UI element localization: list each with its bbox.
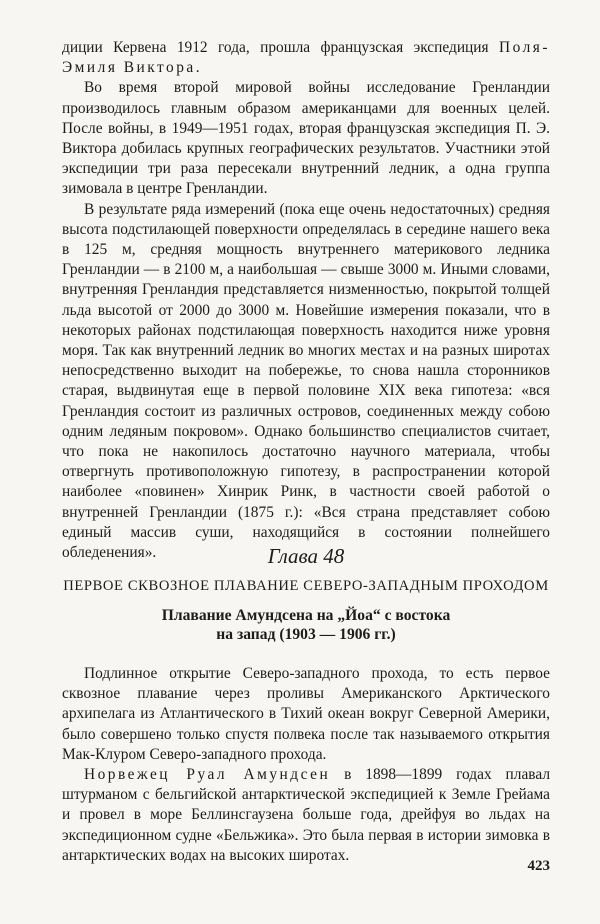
- paragraph-northwest-passage: Подлинное открытие Северо-западного прохода, то есть первое сквозное плавание через проливы Американского Арктического архипелага из Атлантического в Тихий океан вокруг Северной Америки, было совершено только спустя полвека после так называемого открытия Мак-Клуром Северо-западного прохода.: [62, 665, 550, 763]
- chapter-heading: [62, 543, 550, 644]
- spaced-name-victor: Поля-Эмиля Виктора: [62, 39, 550, 77]
- chapter-label: Глава 48: [267, 544, 345, 568]
- paragraph-measurements: В результате ряда измерений (пока еще очень недостаточных) средняя высота подстилающей поверхности определялась в середине нашего века в 125 м, средняя мощность внутреннего материкового ледника Гренландии — в 2100 м, а наибольшая — свыше 3000 м. Иными словами, внутренняя Гренландия представляется низменностью, покрытой толщей льда высотой от 2000 до 3000 м. Новейшие измерения показали, что в некоторых районах подстилающая поверхность находится ниже уровня моря. Так как внутренний ледник во многих местах и на разных широтах непосредственно выходит на побережье, то снова нашла сторонников старая, выдвинутая еще в первой половине XIX века гипотеза: «вся Гренландия состоит из различных островов, соединенных между собою одним ледяным покровом». Однако большинство специалистов считает, что пока не накопилось достаточно научного материала, чтобы отвергнуть противоположную гипотезу, в распространении которой наиболее «повинен» Хинрик Ринк, в частности своей работой о внутренней Гренландии (1875 г.): «Вся страна представляет собою единый массив суши, находящийся в состоянии полнейшего обледенения».: [62, 200, 550, 562]
- paragraph-amundsen-text: в 1898—1899 годах плавал штурманом с бельгийской антарктической экспедицией к Земле Грейама и провел в море Беллинсгаузена больше года, дрейфуя во льдах на экспедиционном судне «Бельжика». Это была первая в истории зимовка в антарктических водах на высоких широтах.: [62, 766, 550, 864]
- text-block-bottom: [62, 664, 550, 866]
- spaced-name-amundsen: Норвежец Руал Амундсен: [84, 766, 331, 784]
- chapter-subtitle-line-1: Плавание Амундсена на „Йоа“ с востока: [161, 607, 451, 624]
- paragraph-wwii-research: Во время второй мировой войны исследование Гренландии производилось главным образом американцами для военных целей. После войны, в 1949—1951 годах, вторая французская экспедиция П. Э. Виктора добилась крупных географических результатов. Участники этой экспедиции три раза пересекали внутренний ледник, а одна группа зимовала в центре Гренландии.: [62, 79, 550, 198]
- text-block-top: [62, 38, 550, 563]
- chapter-title: ПЕРВОЕ СКВОЗНОЕ ПЛАВАНИЕ СЕВЕРО-ЗАПАДНЫМ ПРОХОДОМ: [63, 578, 549, 594]
- paragraph-continuation-text: диции Кервена 1912 года, прошла французская экспедиция: [62, 39, 499, 56]
- paragraph-amundsen: [62, 765, 550, 866]
- chapter-subtitle-line-2: на запад (1903 — 1906 гг.): [216, 626, 396, 643]
- paragraph-continuation-end: .: [195, 59, 200, 77]
- page-number: 423: [527, 858, 550, 874]
- paragraph-continuation: [62, 38, 550, 78]
